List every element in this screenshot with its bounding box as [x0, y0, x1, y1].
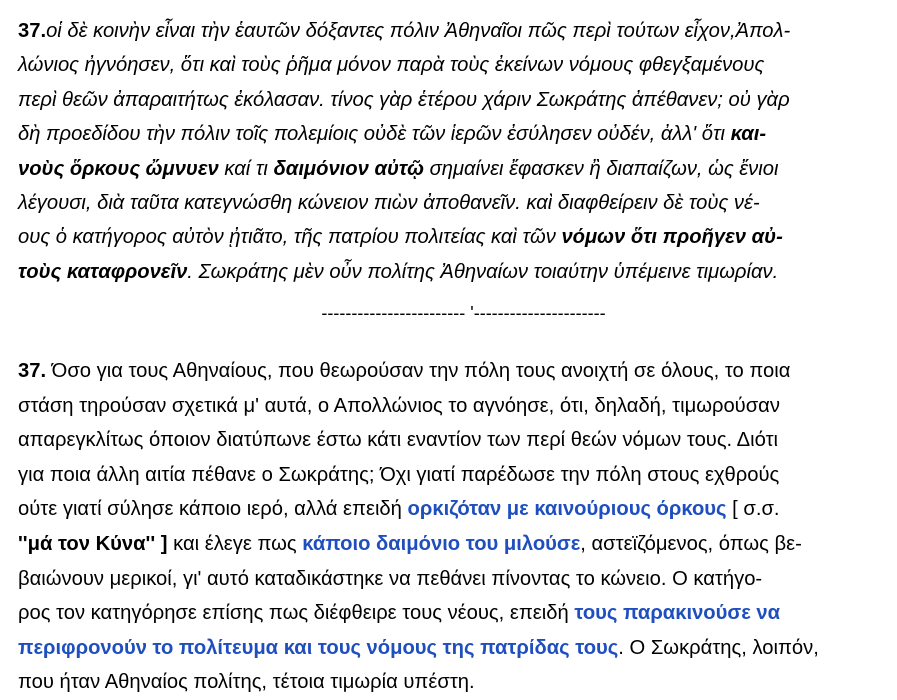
paragraph-number: 37. [18, 20, 47, 42]
section-separator: ------------------------ '---------------------- [321, 303, 606, 323]
greek-line-3: περὶ θεῶν ἀπαραιτήτως ἐκόλασαν. τίνος γὰρ ἑτέρου χάριν Σωκράτης ἀπέθανεν; οὐ γὰρ [18, 88, 790, 111]
modern-line-7: βαιώνουν μερικοί, γι' αυτό καταδικάστηκε να πεθάνει πίνοντας το κώνειο. Ο κατήγο- [18, 567, 763, 590]
modern-line-10: που ήταν Αθηναίος πολίτης, τέτοια τιμωρία υπέστη. [18, 671, 475, 694]
modern-line-4: για ποια άλλη αιτία πέθανε ο Σωκράτης; Όχι γιατί παρέδωσε την πόλη στους εχθρούς [18, 463, 780, 486]
modern-line-2: στάση τηρούσαν σχετικά μ' αυτά, ο Απολλώνιος το αγνόησε, ότι, δηλαδή, τιμωρούσαν [18, 394, 780, 417]
emphasis-text: και- [730, 123, 767, 146]
modern-line-6: ''μά τον Κύνα'' ] και έλεγε πως κάποιο δαιμόνιο του μιλούσε, αστεϊζόμενος, όπως βε- [18, 532, 802, 555]
greek-line-5: νοὺς ὅρκους ὤμνυεν καί τι δαιμόνιον αὐτῷ σημαίνει ἔφασκεν ἢ διαπαίζων, ὡς ἔνιοι [18, 157, 779, 180]
greek-line-8: τοὺς καταφρονεῖν. Σωκράτης μὲν οὖν πολίτης Ἀθηναίων τοιαύτην ὑπέμεινε τιμωρίαν. [18, 260, 779, 283]
greek-line-6: λέγουσι, διὰ ταῦτα κατεγνώσθη κώνειον πιὼν ἀποθανεῖν. καὶ διαφθείρειν δὲ τοὺς νέ- [18, 192, 760, 215]
emphasis-text: ''μά τον Κύνα'' ] [18, 532, 168, 555]
highlighted-text: ορκιζόταν με καινούριους όρκους [407, 498, 727, 521]
modern-line-8: ρος τον κατηγόρησε επίσης πως διέφθειρε τους νέους, επειδή τους παρακινούσε να [18, 602, 781, 625]
greek-line-1: 37.οἱ δὲ κοινὴν εἶναι τὴν ἑαυτῶν δόξαντες πόλιν Ἀθηναῖοι πῶς περὶ τούτων εἶχον,Ἀπολ- [18, 20, 791, 42]
highlighted-text: κάποιο δαιμόνιο του μιλούσε [302, 532, 581, 555]
modern-line-1: 37. Όσο για τους Αθηναίους, που θεωρούσαν την πόλη τους ανοιχτή σε όλους, το ποια [18, 360, 791, 382]
greek-line-4: δὴ προεδίδου τὴν πόλιν τοῖς πολεμίοις οὐδὲ τῶν ἱερῶν ἐσύλησεν οὐδέν, ἀλλ' ὅτι και- [18, 123, 767, 146]
greek-line-2: λώνιος ἠγνόησεν, ὅτι καὶ τοὺς ῥῆμα μόνον παρὰ τοὺς ἐκείνων νόμους φθεγξαμένους [18, 54, 765, 77]
modern-greek-paragraph [18, 354, 884, 700]
ancient-greek-paragraph [18, 14, 884, 289]
modern-line-9: περιφρονούν το πολίτευμα και τους νόμους της πατρίδας τους. Ο Σωκράτης, λοιπόν, [18, 636, 819, 659]
emphasis-text: νοὺς ὅρκους ὤμνυεν [18, 157, 219, 180]
highlighted-text: τους παρακινούσε να [574, 602, 781, 625]
emphasis-text: δαιμόνιον αὐτῷ [273, 157, 424, 180]
highlighted-text: περιφρονούν το πολίτευμα και τους νόμους της πατρίδας τους [18, 636, 619, 659]
emphasis-text: τοὺς καταφρονεῖν [18, 260, 188, 283]
emphasis-text: νόμων ὅτι προῆγεν αὐ- [561, 226, 783, 249]
greek-line-7: ους ὁ κατήγορος αὐτὸν ᾐτιᾶτο, τῆς πατρίου πολιτείας καὶ τῶν νόμων ὅτι προῆγεν αὐ- [18, 226, 783, 249]
modern-line-3: απαρεγκλίτως όποιον διατύπωνε έστω κάτι εναντίον των περί θεών νόμων τους. Διότι [18, 429, 779, 452]
modern-line-5: ούτε γιατί σύλησε κάποιο ιερό, αλλά επειδή ορκιζόταν με καινούριους όρκους [ σ.σ. [18, 498, 780, 521]
paragraph-number: 37. [18, 360, 47, 382]
